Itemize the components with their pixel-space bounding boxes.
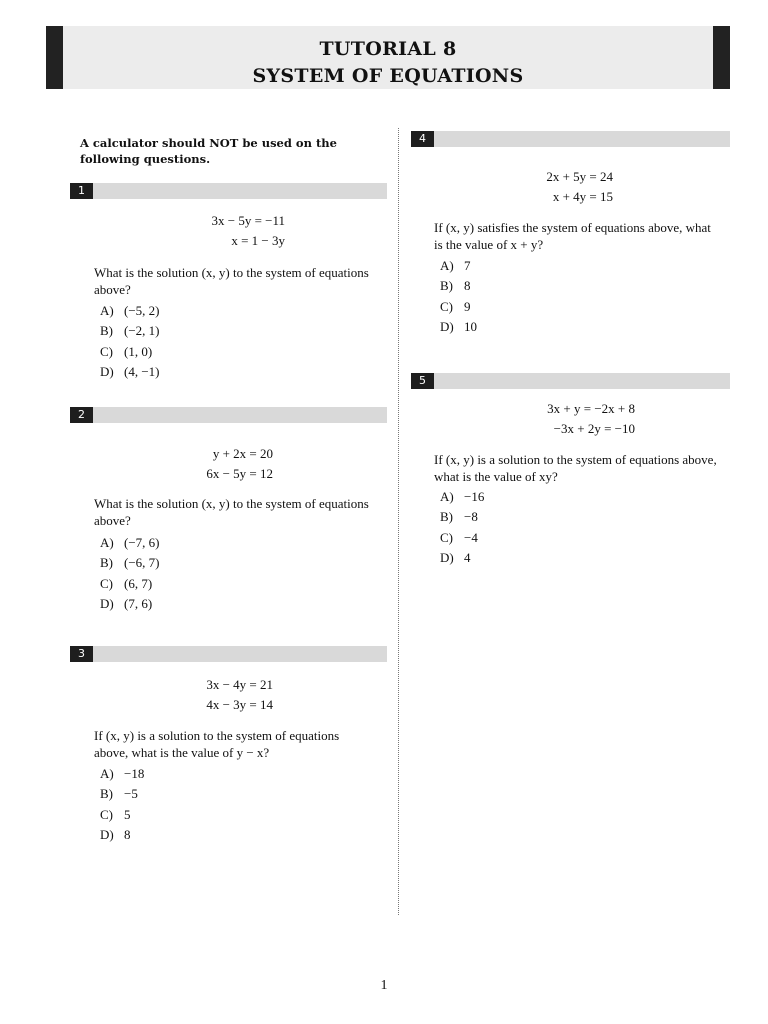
equation-system	[150, 444, 273, 484]
choice-b[interactable]: B) 8	[440, 278, 471, 294]
question-number: 4	[411, 131, 434, 147]
choice-b[interactable]: B) (−2, 1)	[100, 323, 160, 339]
equation-system	[500, 167, 613, 207]
equation: 3x + y = −2x + 8	[547, 401, 635, 416]
choice-a[interactable]: A) (−7, 6)	[100, 535, 160, 550]
equation: 4x − 3y = 14	[206, 697, 273, 712]
equation: 2x + 5y = 24	[546, 169, 613, 184]
equation: x + 4y = 15	[552, 189, 613, 204]
equation: 3x − 5y = −11	[211, 213, 285, 228]
choice-d[interactable]: D) 4	[440, 549, 471, 565]
title-line-1: TUTORIAL 8	[319, 38, 457, 60]
choice-c[interactable]: C) −4	[440, 529, 478, 545]
question-header	[70, 646, 387, 662]
question-header	[70, 183, 387, 199]
question-prompt: What is the solution (x, y) to the system of equations above?	[94, 496, 369, 528]
choice-d[interactable]: D) (4, −1)	[100, 363, 160, 379]
page-number: 1	[380, 978, 388, 993]
choice-a[interactable]: A) −16	[440, 489, 485, 504]
answer-choices	[100, 764, 144, 845]
question-prompt: If (x, y) is a solution to the system of equations above, what is the value of xy?	[434, 452, 717, 484]
choice-d[interactable]: D) (7, 6)	[100, 595, 153, 611]
question-prompt: What is the solution (x, y) to the system of equations above?	[94, 265, 369, 297]
equation: y + 2x = 20	[212, 446, 273, 461]
choice-b[interactable]: B) −5	[100, 786, 138, 802]
title-line-2: SYSTEM OF EQUATIONS	[252, 65, 524, 87]
question-prompt: If (x, y) is a solution to the system of equations above, what is the value of y − x?	[94, 728, 340, 760]
answer-choices	[440, 256, 477, 337]
question-prompt: If (x, y) satisfies the system of equations above, what is the value of x + y?	[434, 220, 711, 252]
question-header	[70, 407, 387, 423]
equation: x = 1 − 3y	[231, 233, 285, 248]
calculator-notice: A calculator should NOT be used on the following questions.	[80, 136, 337, 166]
page-header	[46, 26, 730, 89]
question-number: 2	[70, 407, 93, 423]
choice-a[interactable]: A) 7	[440, 258, 471, 273]
answer-choices	[100, 301, 160, 382]
question-number: 3	[70, 646, 93, 662]
question-header	[411, 131, 730, 147]
choice-c[interactable]: C) 9	[440, 298, 471, 314]
answer-choices	[100, 533, 160, 614]
equation: −3x + 2y = −10	[553, 421, 635, 436]
question-number: 5	[411, 373, 434, 389]
choice-c[interactable]: C) 5	[100, 806, 131, 822]
choice-c[interactable]: C) (6, 7)	[100, 575, 153, 591]
equation: 6x − 5y = 12	[206, 466, 273, 481]
equation-system	[480, 399, 635, 439]
answer-choices	[440, 487, 484, 568]
choice-b[interactable]: B) (−6, 7)	[100, 555, 160, 571]
choice-a[interactable]: A) −18	[100, 766, 145, 781]
choice-a[interactable]: A) (−5, 2)	[100, 303, 160, 318]
question-number: 1	[70, 183, 93, 199]
choice-c[interactable]: C) (1, 0)	[100, 343, 153, 359]
choice-d[interactable]: D) 10	[440, 318, 477, 334]
question-header	[411, 373, 730, 389]
equation-system	[150, 675, 273, 715]
choice-b[interactable]: B) −8	[440, 509, 478, 525]
equation-system	[150, 211, 285, 251]
column-divider	[398, 128, 399, 915]
choice-d[interactable]: D) 8	[100, 826, 131, 842]
equation: 3x − 4y = 21	[206, 677, 273, 692]
